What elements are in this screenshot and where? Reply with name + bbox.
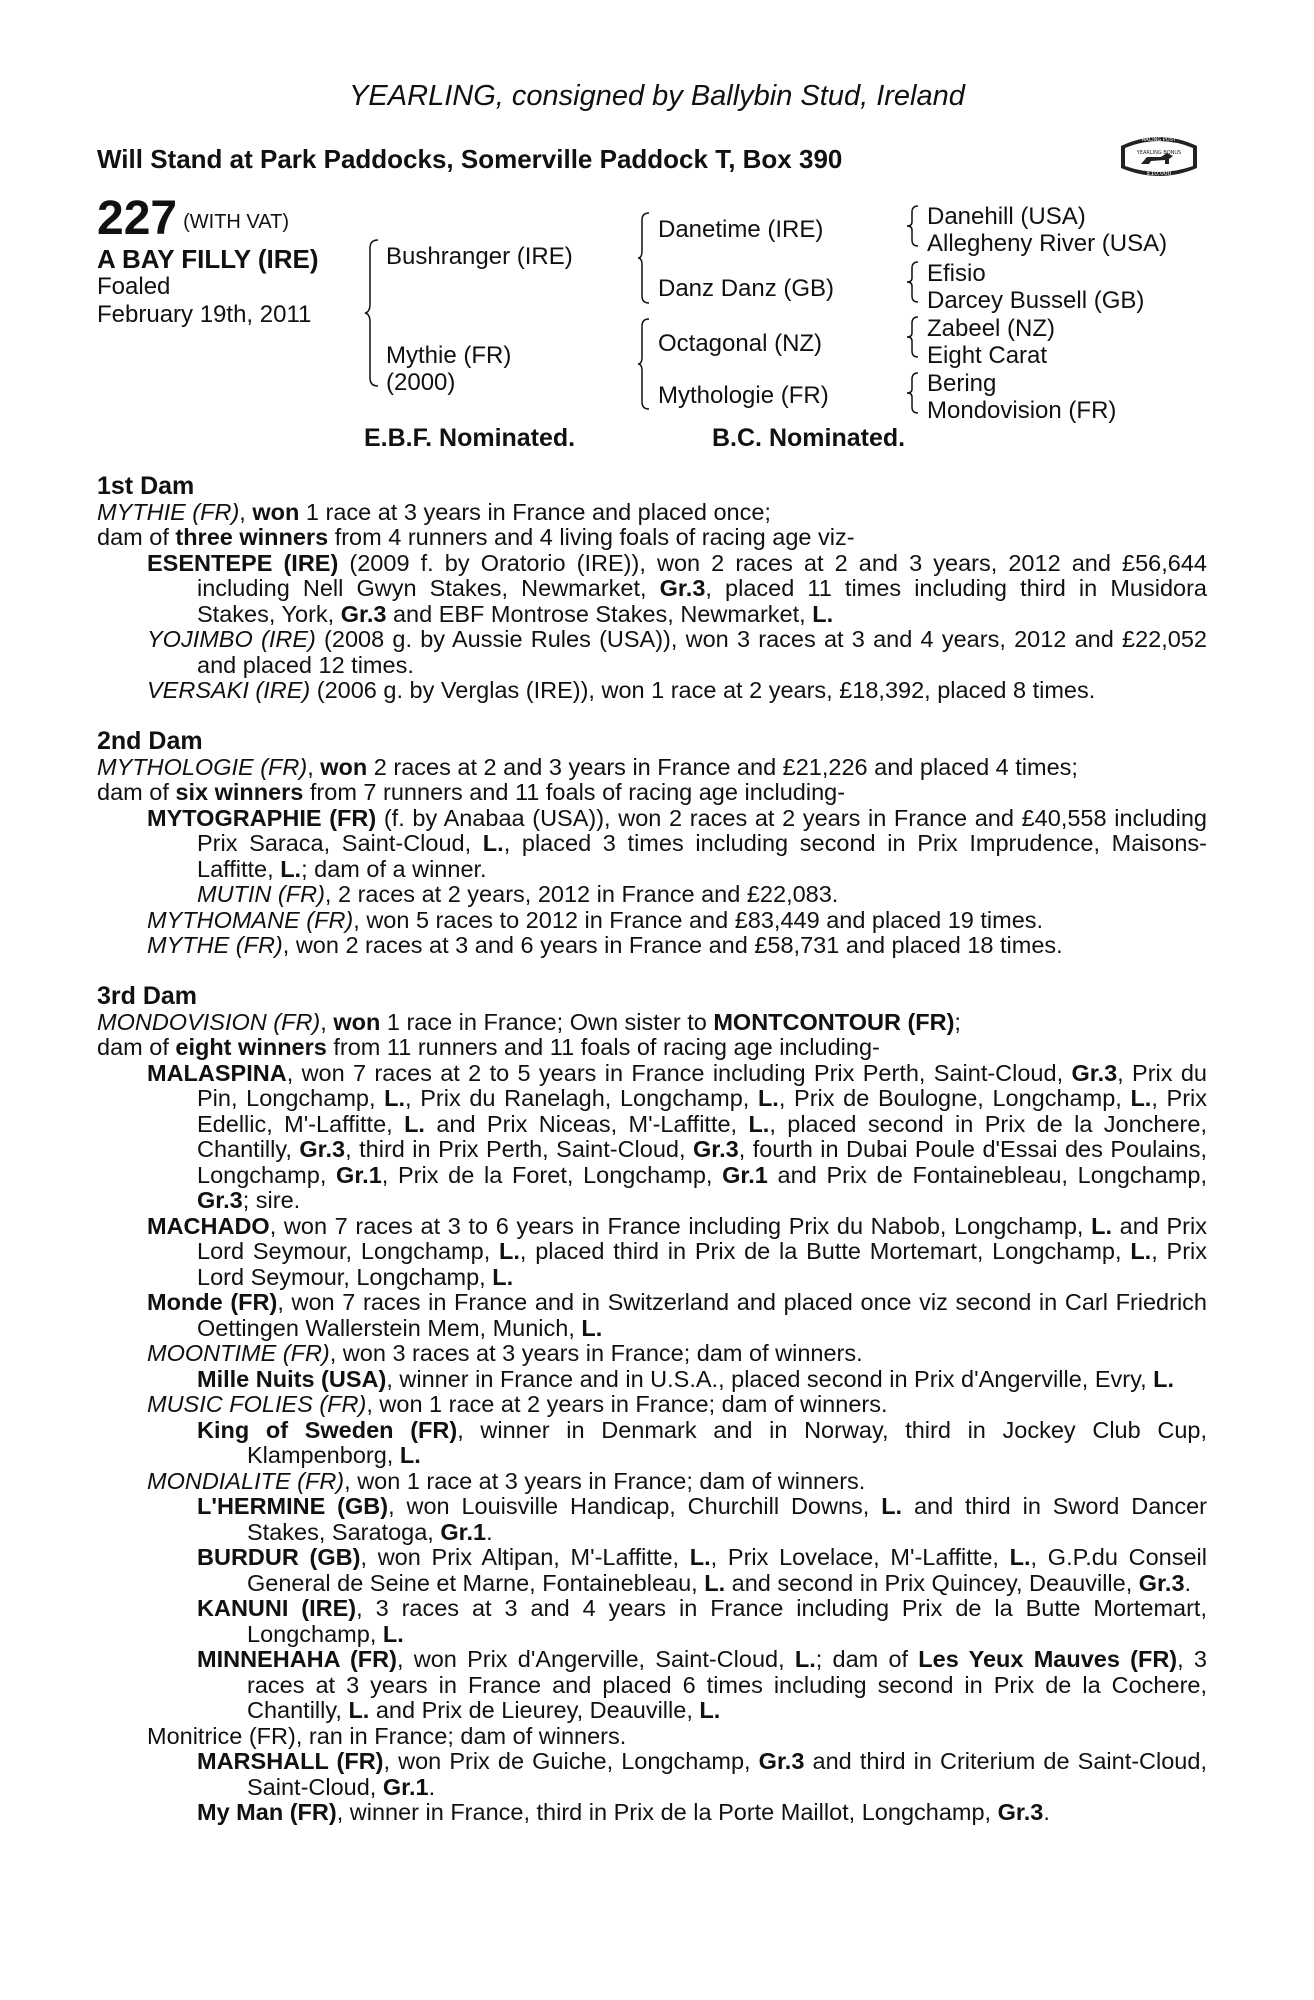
bold-text: L.	[404, 1110, 425, 1137]
lot-info	[97, 192, 319, 329]
entry-line	[97, 1010, 1207, 1036]
text: Monitrice (FR), ran in France; dam of winners.	[147, 1722, 627, 1749]
text: .	[1043, 1799, 1050, 1825]
bold-text: L'HERMINE (GB)	[197, 1493, 389, 1519]
text: , third in Prix Perth, Saint-Cloud,	[345, 1136, 693, 1162]
text: and Prix Lord Seymour, Longchamp,	[197, 1212, 1207, 1264]
text: , Prix Lord Seymour, Longchamp,	[197, 1238, 1207, 1290]
text: , placed 11 times including third in Musidora Stakes, York,	[197, 575, 1207, 627]
third-dam-heading: 3rd Dam	[97, 982, 198, 1010]
text: , won 1 race at 2 years in France; dam of winners.	[366, 1391, 888, 1417]
text: , placed 3 times including second in Prix Imprudence, Maisons-Laffitte,	[197, 830, 1207, 882]
bold-text: L.	[757, 1085, 779, 1111]
bold-text: won	[320, 753, 368, 780]
bold-text: MINNEHAHA (FR)	[197, 1646, 397, 1672]
entry-line	[97, 1545, 1207, 1596]
bold-text: L.	[1153, 1365, 1175, 1392]
pedigree-gen3: Efisio	[927, 260, 986, 287]
text: , 3 races at 3 years in France and placed 6 times including second in Prix de la Cochere, Chantilly,	[247, 1646, 1207, 1723]
entry-line	[97, 806, 1207, 883]
text: from 4 runners and 4 living foals of racing age viz-	[328, 524, 855, 550]
entry-line	[97, 1494, 1207, 1545]
entry-line	[97, 1749, 1207, 1800]
third-dam-lines	[97, 1010, 1207, 1826]
text: , 2 races at 2 years, 2012 in France and £22,083.	[324, 881, 839, 907]
text: 1 race in France; Own sister to	[380, 1008, 714, 1035]
entry-line	[97, 1647, 1207, 1724]
pedigree-brace	[906, 315, 920, 359]
foaled-date: February 19th, 2011	[97, 301, 312, 328]
bold-text: MARSHALL (FR)	[197, 1748, 384, 1774]
italic-text: VERSAKI (IRE)	[147, 677, 311, 703]
text: .	[486, 1518, 493, 1545]
pedigree-gen3: Zabeel (NZ)	[927, 315, 1056, 342]
pedigree-gen2: Octagonal (NZ)	[658, 330, 823, 357]
bc-nominated: B.C. Nominated.	[712, 424, 906, 452]
pedigree-gen3: Darcey Bussell (GB)	[927, 287, 1145, 314]
bold-text: Mille Nuits (USA)	[197, 1365, 387, 1392]
text: , placed third in Prix de la Butte Mortemart, Longchamp,	[519, 1238, 1131, 1264]
bold-text: Gr.1	[440, 1518, 487, 1545]
ebf-nominated: E.B.F. Nominated.	[364, 424, 576, 452]
bold-text: KANUNI (IRE)	[197, 1595, 357, 1621]
text: from 11 runners and 11 foals of racing age including-	[326, 1034, 880, 1060]
text: (f. by Anabaa (USA)), won 2 races at 2 years in France and £40,558 including Prix Saraca, Saint-Cloud,	[197, 804, 1207, 856]
text: , won 3 races at 3 years in France; dam of winners.	[329, 1340, 863, 1366]
text: and second in Prix Quincey, Deauville,	[725, 1569, 1139, 1596]
bold-text: Gr.3	[299, 1136, 346, 1162]
bold-text: ESENTEPE (IRE)	[147, 549, 339, 576]
text: ,	[307, 753, 321, 780]
bold-text: Monde (FR)	[147, 1289, 278, 1315]
foaled-label: Foaled	[97, 273, 171, 300]
second-dam-heading: 2nd Dam	[97, 727, 203, 755]
text: , Prix Edellic, M'-Laffitte,	[197, 1085, 1208, 1137]
text: , won Prix d'Angerville, Saint-Cloud,	[396, 1646, 795, 1672]
italic-text: MONDIALITE (FR)	[147, 1467, 345, 1494]
entry-line	[97, 551, 1207, 628]
text: 1 race at 3 years in France and placed once;	[299, 498, 771, 525]
bold-text: King of Sweden (FR)	[197, 1416, 458, 1443]
text: , Prix de la Foret, Longchamp,	[381, 1161, 723, 1188]
text: and Prix Niceas, M'-Laffitte,	[424, 1110, 749, 1137]
bold-text: Gr.3	[340, 600, 387, 627]
text: ; dam of	[815, 1646, 919, 1672]
pedigree-brace	[637, 317, 651, 411]
bold-text: L.	[699, 1697, 721, 1723]
entry-line	[97, 627, 1207, 678]
pedigree-gen3: Allegheny River (USA)	[927, 230, 1168, 257]
bold-text: Gr.1	[336, 1161, 382, 1188]
pedigree-brace	[906, 371, 920, 415]
text: .	[428, 1773, 436, 1800]
italic-text: MYTHE (FR)	[147, 932, 283, 958]
bold-text: Gr.3	[197, 1187, 243, 1213]
text: , won 7 races at 2 to 5 years in France including Prix Perth, Saint-Cloud,	[286, 1059, 1072, 1086]
bold-text: Gr.3	[692, 1136, 739, 1162]
text: and Prix de Lieurey, Deauville,	[369, 1697, 700, 1723]
bold-text: L.	[748, 1110, 770, 1137]
entry-line	[97, 525, 1207, 551]
bold-text: MALASPINA	[147, 1059, 287, 1086]
text: ,	[239, 498, 253, 525]
entry-line	[97, 1061, 1207, 1214]
bold-text: Les Yeux Mauves (FR)	[918, 1646, 1178, 1672]
pedigree-gen2: Danz Danz (GB)	[658, 275, 835, 302]
italic-text: MYTHOLOGIE (FR)	[97, 753, 308, 780]
text: and third in Criterium de Saint-Cloud, Saint-Cloud,	[247, 1748, 1207, 1800]
racing-post-yearling-bonus-icon	[1117, 126, 1201, 184]
text: (2008 g. by Aussie Rules (USA)), won 3 races at 3 and 4 years, 2012 and £22,052 and placed 12 times.	[197, 626, 1207, 678]
first-dam-heading: 1st Dam	[97, 472, 195, 500]
bold-text: Gr.1	[722, 1161, 768, 1188]
text: , Prix du Pin, Longchamp,	[197, 1059, 1207, 1111]
bold-text: L.	[812, 600, 834, 627]
text: ,	[320, 1008, 334, 1035]
lot-vat: (WITH VAT)	[183, 211, 289, 233]
text: , 3 races at 3 and 4 years in France including Prix de la Butte Mortemart, Longchamp,	[247, 1595, 1207, 1647]
bold-text: L.	[689, 1544, 711, 1570]
text: ;	[954, 1008, 961, 1035]
bold-text: L.	[499, 1238, 520, 1264]
text: 2 races at 2 and 3 years in France and £21,226 and placed 4 times;	[367, 753, 1078, 780]
pedigree-dam-year: (2000)	[386, 369, 456, 396]
entry-line	[97, 1724, 1207, 1750]
bold-text: L.	[1091, 1212, 1112, 1239]
text: , Prix Lovelace, M'-Laffitte,	[710, 1544, 1010, 1570]
bold-text: L.	[399, 1442, 421, 1468]
pedigree-gen3: Eight Carat	[927, 342, 1048, 369]
bold-text: L.	[492, 1263, 514, 1290]
bold-text: Gr.3	[659, 575, 706, 601]
bold-text: L.	[382, 1620, 404, 1647]
pedigree-brace	[906, 260, 920, 304]
bold-text: L.	[794, 1646, 816, 1672]
bold-text: L.	[482, 830, 504, 856]
pedigree-sire: Bushranger (IRE)	[386, 243, 573, 270]
bold-text: won	[252, 498, 300, 525]
text: and third in Sword Dancer Stakes, Saratoga,	[247, 1493, 1207, 1545]
text: , winner in Denmark and in Norway, third in Jockey Club Cup, Klampenborg,	[247, 1416, 1207, 1468]
italic-text: MOONTIME (FR)	[147, 1340, 330, 1366]
text: , G.P.du Conseil General de Seine et Marne, Fontainebleau,	[247, 1544, 1207, 1596]
text: , won Prix de Guiche, Longchamp,	[383, 1748, 759, 1774]
entry-line	[97, 1392, 1207, 1418]
text: dam of	[97, 1034, 176, 1060]
entry-line	[97, 1367, 1207, 1393]
bold-text: Gr.1	[382, 1773, 429, 1800]
pedigree-dam: Mythie (FR)	[386, 342, 512, 369]
pedigree-gen3: Bering	[927, 370, 997, 397]
bold-text: three winners	[175, 524, 329, 550]
entry-line	[97, 1341, 1207, 1367]
bold-text: L.	[384, 1085, 406, 1111]
first-dam-lines	[97, 500, 1207, 704]
bold-text: My Man (FR)	[197, 1799, 337, 1825]
text: from 7 runners and 11 foals of racing age including-	[303, 779, 846, 805]
text: .	[1184, 1569, 1192, 1596]
second-dam-lines	[97, 755, 1207, 959]
entry-line	[97, 882, 1207, 908]
italic-text: MUTIN (FR)	[197, 881, 325, 907]
text: ; sire.	[242, 1187, 301, 1213]
bold-text: six winners	[175, 779, 304, 805]
text: dam of	[97, 524, 176, 550]
bold-text: L.	[1130, 1085, 1152, 1111]
text: , won 5 races to 2012 in France and £83,449 and placed 19 times.	[353, 906, 1044, 933]
pedigree-gen3: Danehill (USA)	[927, 203, 1086, 230]
text: , Prix du Ranelagh, Longchamp,	[405, 1085, 758, 1111]
badge-line: £10,000	[1146, 170, 1172, 177]
pedigree-brace	[906, 204, 920, 248]
bold-text: MACHADO	[147, 1212, 270, 1239]
bold-text: L.	[1009, 1544, 1031, 1570]
bold-text: won	[333, 1008, 381, 1035]
text: , fourth in Dubai Poule d'Essai des Poulains, Longchamp,	[197, 1136, 1207, 1188]
first-dam-section	[97, 474, 1207, 704]
text: , won Prix Altipan, M'-Laffitte,	[360, 1544, 690, 1570]
text: , won 7 races in France and in Switzerland and placed once viz second in Carl Friedrich Oettingen Wallerstein Mem, Munich,	[197, 1289, 1207, 1341]
entry-line	[97, 755, 1207, 781]
entry-line	[97, 678, 1207, 704]
bold-text: L.	[348, 1697, 370, 1723]
bold-text: MYTOGRAPHIE (FR)	[147, 804, 377, 831]
pedigree-brace	[637, 211, 651, 305]
text: , winner in France, third in Prix de la Porte Maillot, Longchamp,	[336, 1799, 998, 1825]
entry-line	[97, 908, 1207, 934]
bold-text: Gr.3	[1138, 1569, 1185, 1596]
badge-line: RACING POST	[1142, 137, 1176, 143]
bold-text: BURDUR (GB)	[197, 1544, 361, 1570]
entry-line	[97, 1418, 1207, 1469]
page-title: YEARLING, consigned by Ballybin Stud, Ireland	[349, 80, 965, 112]
text: dam of	[97, 779, 176, 805]
pedigree-gen2: Mythologie (FR)	[658, 382, 829, 409]
italic-text: YOJIMBO (IRE)	[147, 626, 316, 652]
lot-name: A BAY FILLY (IRE)	[97, 244, 319, 274]
bold-text: Gr.3	[1071, 1059, 1118, 1086]
entry-line	[97, 1290, 1207, 1341]
italic-text: MUSIC FOLIES (FR)	[147, 1391, 367, 1417]
text: and Prix de Fontainebleau, Longchamp,	[767, 1161, 1207, 1188]
italic-text: MONDOVISION (FR)	[97, 1008, 321, 1035]
text: (2009 f. by Oratorio (IRE)), won 2 races at 2 and 3 years, 2012 and £56,644 including Nell Gwyn Stakes, Newmarket,	[197, 549, 1207, 601]
text: and EBF Montrose Stakes, Newmarket,	[386, 600, 813, 627]
italic-text: MYTHOMANE (FR)	[147, 906, 354, 933]
bold-text: Gr.3	[997, 1799, 1044, 1825]
pedigree-brace	[364, 238, 380, 388]
pedigree-gen2: Danetime (IRE)	[658, 216, 824, 243]
bold-text: eight winners	[175, 1034, 327, 1060]
bold-text: L.	[881, 1493, 903, 1519]
italic-text: MYTHIE (FR)	[97, 498, 240, 525]
third-dam-section	[97, 984, 1207, 1826]
bold-text: L.	[1130, 1238, 1152, 1264]
entry-line	[97, 500, 1207, 526]
bold-text: L.	[280, 855, 302, 882]
pedigree-gen3: Mondovision (FR)	[927, 397, 1117, 424]
text: , won 1 race at 3 years in France; dam of winners.	[344, 1467, 866, 1494]
entry-line	[97, 1800, 1207, 1826]
bold-text: Gr.3	[758, 1748, 805, 1774]
bold-text: L.	[704, 1569, 726, 1596]
entry-line	[97, 933, 1207, 959]
entry-line	[97, 780, 1207, 806]
text: , winner in France and in U.S.A., placed second in Prix d'Angerville, Evry,	[386, 1365, 1154, 1392]
lot-number: 227	[97, 192, 178, 245]
text: ; dam of a winner.	[301, 855, 487, 882]
second-dam-section	[97, 729, 1207, 959]
badge-line: YEARLING BONUS	[1136, 150, 1182, 156]
bold-text: MONTCONTOUR (FR)	[713, 1008, 955, 1035]
text: , won 2 races at 3 and 6 years in France and £58,731 and placed 18 times.	[282, 932, 1063, 958]
text: , won Louisville Handicap, Churchill Downs,	[388, 1493, 882, 1519]
text: (2006 g. by Verglas (IRE)), won 1 race at 2 years, £18,392, placed 8 times.	[310, 677, 1096, 703]
entry-line	[97, 1214, 1207, 1291]
stand-location: Will Stand at Park Paddocks, Somerville Paddock T, Box 390	[97, 144, 843, 174]
entry-line	[97, 1596, 1207, 1647]
text: , Prix de Boulogne, Longchamp,	[778, 1085, 1131, 1111]
entry-line	[97, 1469, 1207, 1495]
text: , placed second in Prix de la Jonchere, Chantilly,	[197, 1110, 1207, 1162]
bold-text: L.	[581, 1314, 603, 1341]
entry-line	[97, 1035, 1207, 1061]
text: , won 7 races at 3 to 6 years in France including Prix du Nabob, Longchamp,	[269, 1212, 1092, 1239]
